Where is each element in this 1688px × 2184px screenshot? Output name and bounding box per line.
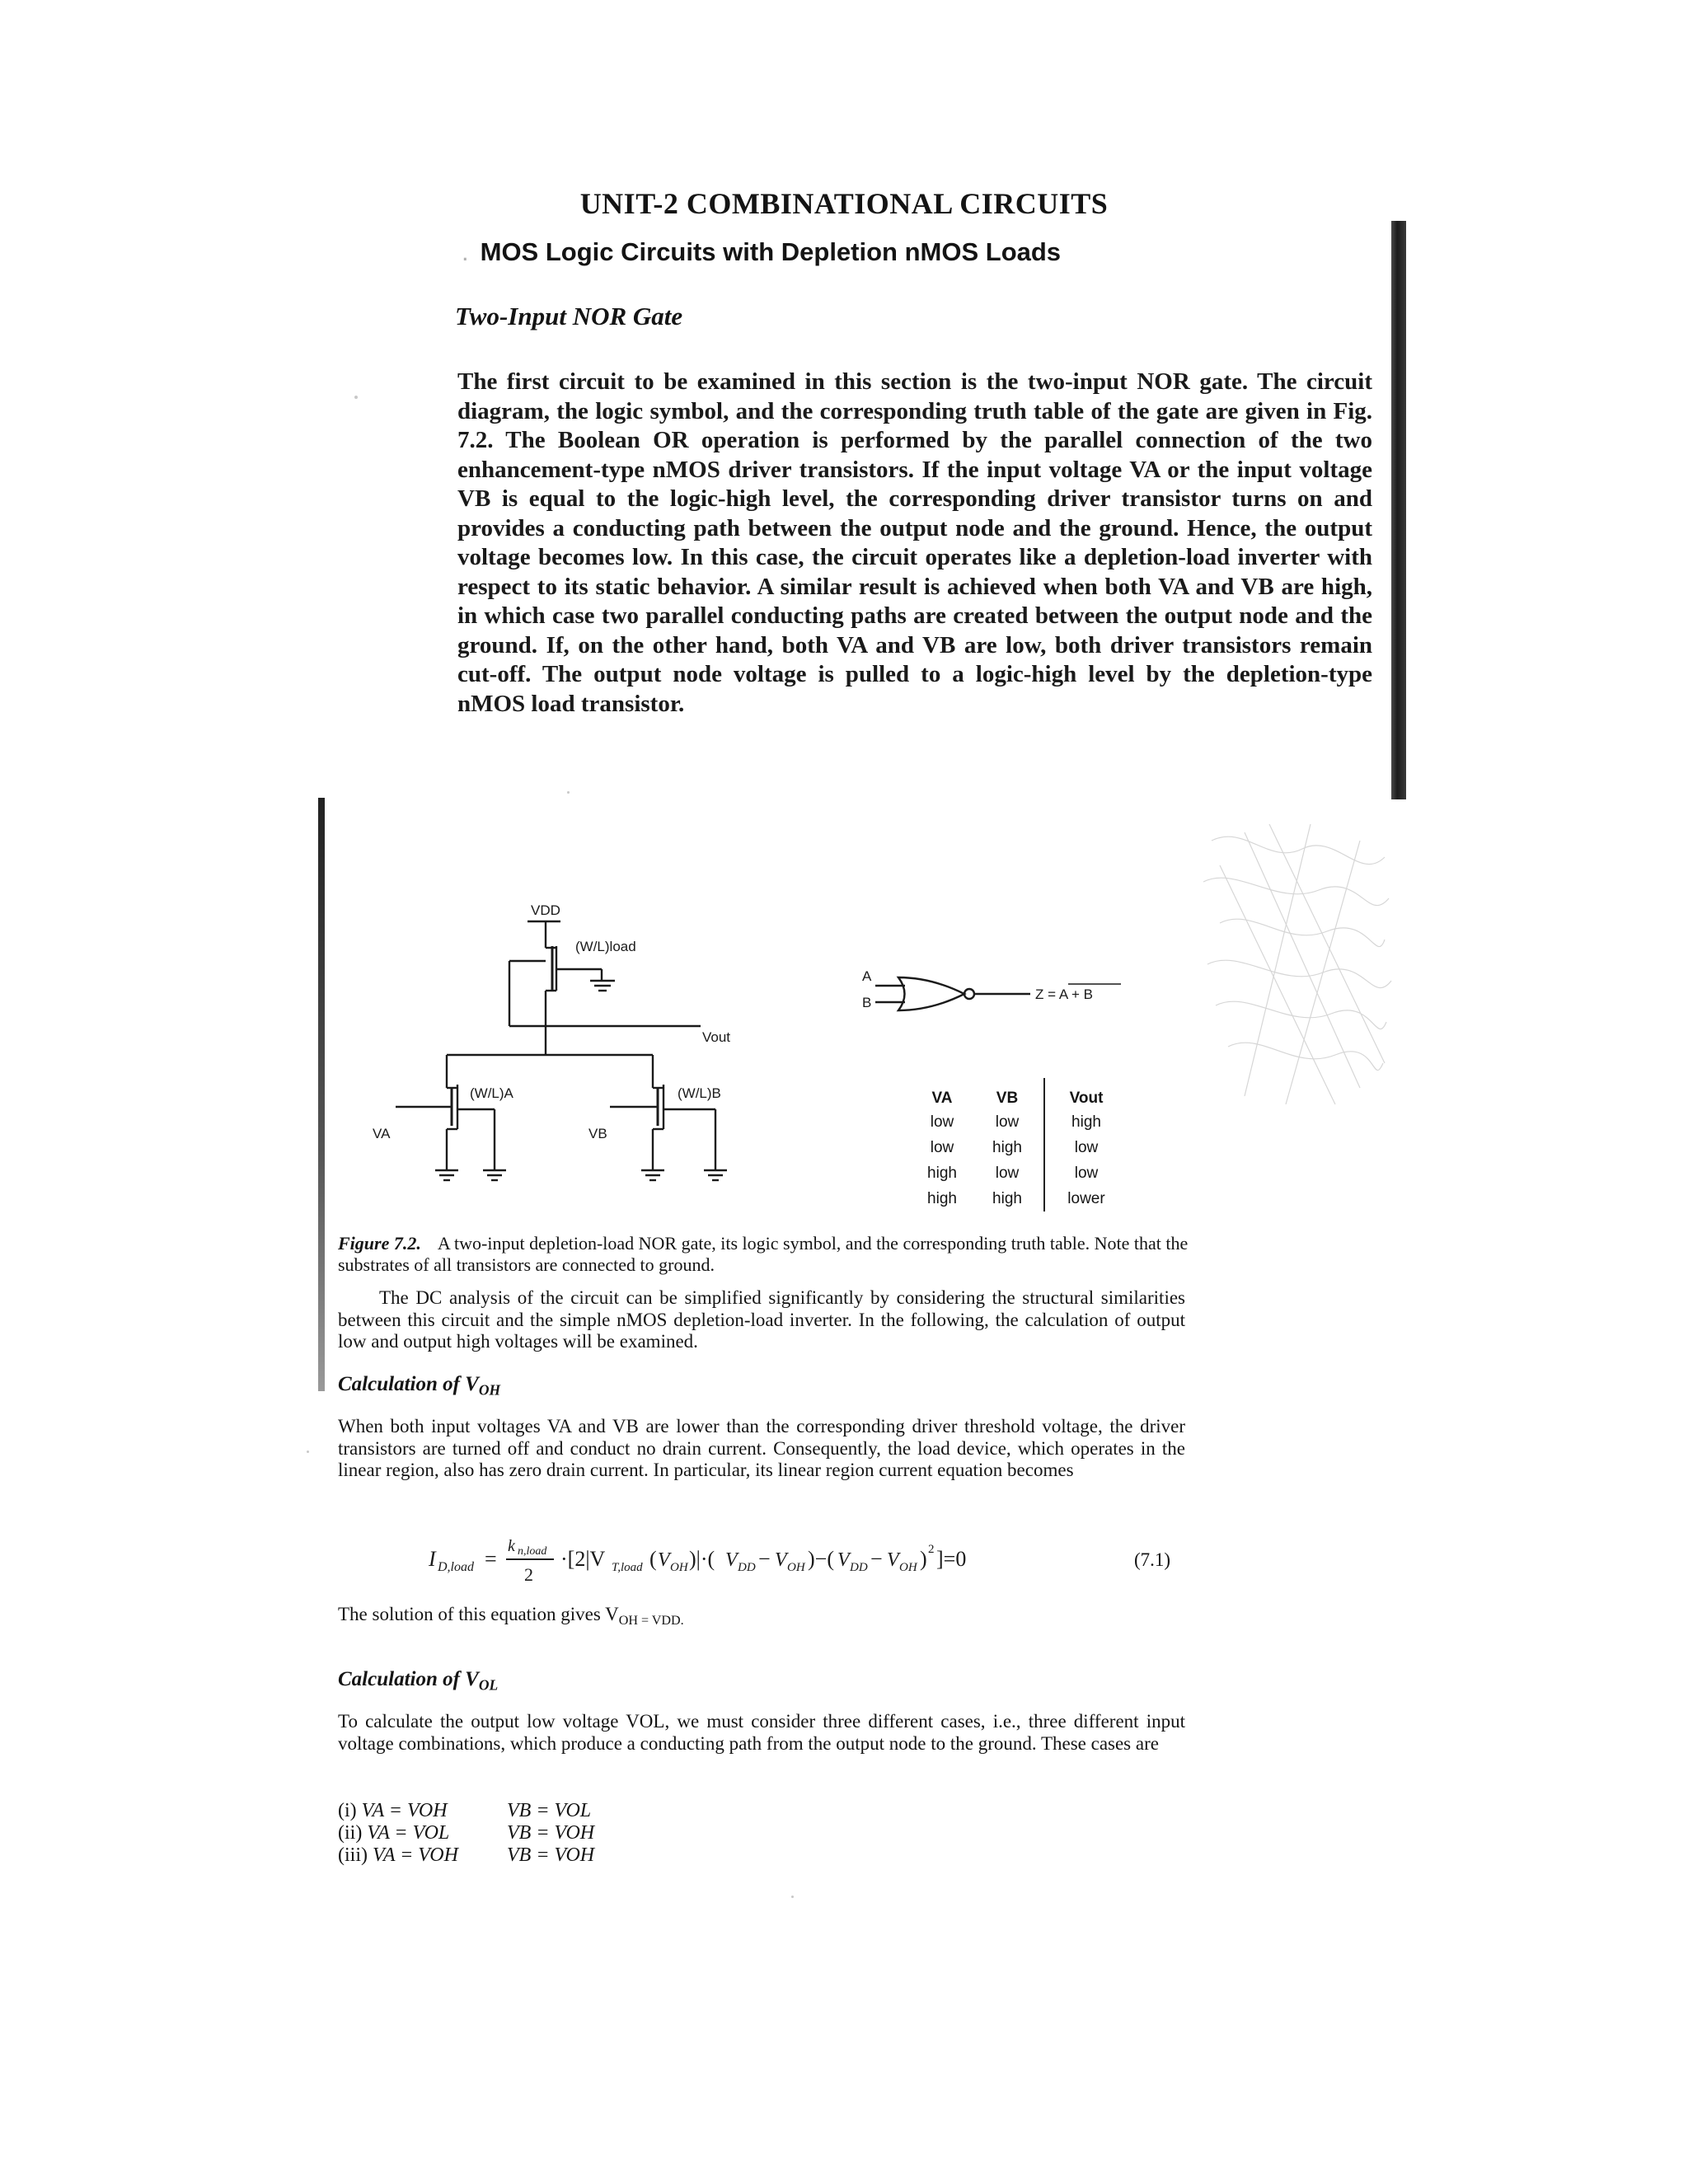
header-vout: Vout <box>1044 1078 1128 1109</box>
figure-caption <box>338 1233 1195 1276</box>
vol-paragraph: To calculate the output low voltage VOL, we must consider three different cases, i.e., three different input voltage combinations, which produce a conducting path from the output node to the ground. These cases are <box>338 1711 1185 1754</box>
svg-text:DD: DD <box>850 1561 868 1574</box>
svg-text:I: I <box>429 1547 436 1571</box>
va-label: VA <box>373 1126 391 1141</box>
voh-heading: Calculation of $V_{OH}$ <box>338 1373 501 1399</box>
wl-a-label: (W/L)A <box>470 1085 513 1101</box>
svg-text:)|·(: )|·( <box>689 1547 715 1571</box>
svg-text:n,load: n,load <box>518 1545 547 1558</box>
voh-solution: The solution of this equation gives $V_{OH = VDD.}$ <box>338 1604 684 1628</box>
wl-b-label: (W/L)B <box>678 1085 721 1101</box>
cell: high <box>927 1189 957 1207</box>
section-title <box>462 237 1061 267</box>
svg-text:2: 2 <box>928 1543 935 1556</box>
scan-edge-right <box>1391 221 1406 799</box>
equation-number: (7.1) <box>1134 1549 1171 1570</box>
list-item: (i) VA = VOH VB = VOL <box>338 1800 592 1821</box>
section-title-text: MOS Logic Circuits with Depletion nMOS Loads <box>480 237 1062 266</box>
logic-input-b: B <box>862 995 872 1010</box>
svg-text:V: V <box>725 1549 738 1571</box>
logic-output: Z = A + B <box>1035 987 1093 1002</box>
cell: lower <box>1044 1186 1128 1212</box>
scan-speck <box>354 396 358 399</box>
truth-table <box>913 1078 1128 1212</box>
section-number: . <box>462 237 469 266</box>
svg-text:V: V <box>775 1549 787 1571</box>
cell: high <box>992 1138 1022 1156</box>
dc-analysis-paragraph: The DC analysis of the circuit can be simplified significantly by considering the structural similarities between this circuit and the simple nMOS depletion-load inverter. In the following, the calculation of output low and output high voltages will be examined. <box>338 1287 1185 1352</box>
svg-text:]=0: ]=0 <box>936 1547 967 1571</box>
svg-text:)−(: )−( <box>808 1547 834 1571</box>
vol-heading: Calculation of $V_{OL}$ <box>338 1668 499 1694</box>
vb-label: VB <box>588 1126 607 1141</box>
truth-table-header <box>913 1078 1128 1109</box>
cell: high <box>992 1189 1022 1207</box>
cell: low <box>1044 1135 1128 1160</box>
svg-text:−: − <box>870 1547 883 1571</box>
header-va: VA <box>931 1090 953 1107</box>
voh-paragraph: When both input voltages VA and VB are lower than the corresponding driver threshold voltage, the driver transistors are turned off and conduct no drain current. Consequently, the load device, which operates in the linear region, also has zero drain current. In particular, its linear region current equation becomes <box>338 1416 1185 1480</box>
logic-input-a: A <box>862 968 872 984</box>
vdd-label: VDD <box>531 902 560 918</box>
cell: low <box>1044 1160 1128 1186</box>
svg-text:=: = <box>485 1547 497 1571</box>
cell: high <box>927 1164 957 1182</box>
cell: low <box>995 1164 1020 1182</box>
svg-text:): ) <box>920 1547 927 1571</box>
subsection-title: Two-Input NOR Gate <box>455 302 683 330</box>
scan-speck <box>567 791 570 794</box>
svg-text:(: ( <box>649 1547 657 1571</box>
cell: high <box>1044 1109 1128 1135</box>
table-row <box>913 1160 1128 1186</box>
scan-speck <box>791 1896 794 1898</box>
table-row <box>913 1135 1128 1160</box>
list-item: (ii) VA = VOL VB = VOH <box>338 1822 595 1844</box>
figure-caption-text: A two-input depletion-load NOR gate, its logic symbol, and the corresponding truth table. Note that the substrates of all transistors are connected to ground. <box>338 1233 1189 1275</box>
svg-text:·[2|V: ·[2|V <box>560 1547 606 1571</box>
figure-label: Figure 7.2. <box>338 1233 421 1254</box>
svg-text:OH: OH <box>787 1561 805 1574</box>
svg-text:OH: OH <box>899 1561 917 1574</box>
unit-title: UNIT-2 COMBINATIONAL CIRCUITS <box>579 187 1109 220</box>
svg-text:OH: OH <box>670 1561 688 1574</box>
svg-text:2: 2 <box>524 1564 533 1585</box>
vout-label: Vout <box>702 1029 731 1045</box>
cell: low <box>995 1113 1020 1131</box>
list-item: (iii) VA = VOH VB = VOH <box>338 1844 595 1866</box>
svg-text:V: V <box>837 1549 850 1571</box>
scan-edge-left <box>318 798 325 1391</box>
load-label: (W/L)load <box>575 939 636 954</box>
vol-cases-list <box>338 1800 594 1867</box>
cell: low <box>930 1138 954 1156</box>
svg-text:k: k <box>508 1537 515 1555</box>
equation-7-1 <box>429 1523 1121 1597</box>
table-row <box>913 1186 1128 1212</box>
svg-text:V: V <box>887 1549 899 1571</box>
intro-paragraph: The first circuit to be examined in this section is the two-input NOR gate. The circuit diagram, the logic symbol, and the corresponding truth table of the gate are given in Fig. 7.2. The Boolean OR operation is performed by the parallel connection of the two enhancement-type nMOS driver transistors. If the input voltage VA or the input voltage VB is equal to the logic-high level, the corresponding driver transistor turns on and provides a conducting path between the output node and the ground. Hence, the output voltage becomes low. In this case, the circuit operates like a depletion-load inverter with respect to its static behavior. A similar result is achieved when both VA and VB are high, in which case two parallel conducting paths are created between the output node and the ground. If, on the other hand, both VA and VB are low, both driver transistors remain cut-off. The output node voltage is pulled to a logic-high level by the depletion-type nMOS load transistor. <box>457 368 1372 717</box>
scan-noise-texture <box>1195 816 1393 1113</box>
svg-text:DD: DD <box>738 1561 756 1574</box>
header-vb: VB <box>996 1090 1019 1107</box>
svg-text:T,load: T,load <box>612 1561 643 1574</box>
table-row <box>913 1109 1128 1135</box>
cell: low <box>930 1113 954 1131</box>
svg-text:D,load: D,load <box>438 1560 474 1574</box>
svg-text:V: V <box>658 1549 670 1571</box>
scan-speck <box>307 1451 309 1453</box>
svg-text:−: − <box>758 1547 771 1571</box>
